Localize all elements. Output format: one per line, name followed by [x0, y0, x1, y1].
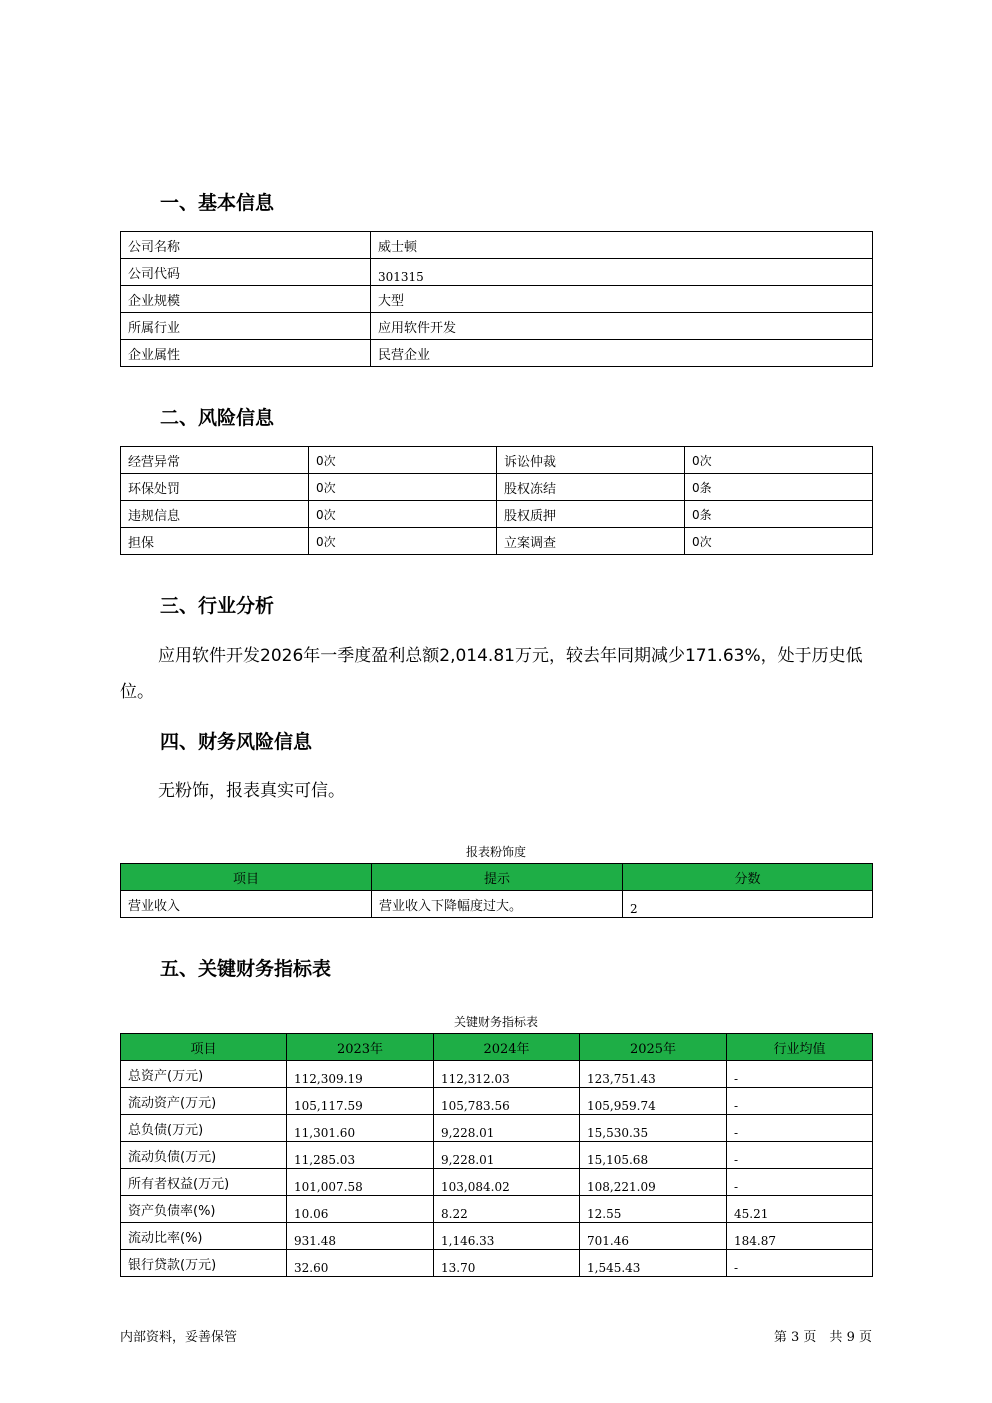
section-title-financial-risk: 四、财务风险信息: [160, 731, 313, 753]
page-mid: 页 共: [803, 1330, 843, 1345]
key-table-value: -: [727, 1169, 873, 1196]
basic-info-value: 应用软件开发: [371, 313, 873, 340]
key-table-value: 101,007.58: [287, 1169, 434, 1196]
risk-label: 违规信息: [121, 501, 309, 528]
section-title-risk-info: 二、风险信息: [160, 407, 275, 429]
key-table-header: 2024年: [434, 1034, 580, 1061]
key-table-header: 行业均值: [727, 1034, 873, 1061]
whitewash-header-tip: 提示: [372, 864, 623, 891]
table-row: [121, 447, 873, 474]
key-table-item: 流动比率(%): [121, 1223, 287, 1250]
table-row: [121, 259, 873, 286]
basic-info-value: 301315: [371, 259, 873, 286]
section-title-key-financials: 五、关键财务指标表: [160, 958, 332, 980]
risk-count: 0条: [685, 474, 873, 501]
table-row: [121, 232, 873, 259]
table-row: [121, 1169, 873, 1196]
key-table-value: -: [727, 1250, 873, 1277]
key-table-item: 流动资产(万元): [121, 1088, 287, 1115]
page-prefix: 第: [773, 1330, 787, 1345]
key-table-value: 105,117.59: [287, 1088, 434, 1115]
risk-label: 股权冻结: [497, 474, 685, 501]
table-row: [121, 1088, 873, 1115]
table-row: [121, 286, 873, 313]
key-table-item: 流动负债(万元): [121, 1142, 287, 1169]
key-table-value: -: [727, 1061, 873, 1088]
table-row: [121, 313, 873, 340]
risk-count: 0次: [309, 447, 497, 474]
table-row: [121, 1115, 873, 1142]
table-row: [121, 1223, 873, 1250]
key-table-header: 2023年: [287, 1034, 434, 1061]
key-table-value: 8.22: [434, 1196, 580, 1223]
whitewash-cell-tip: 营业收入下降幅度过大。: [372, 891, 623, 918]
whitewash-cell-item: 营业收入: [121, 891, 372, 918]
page-current: 3: [790, 1330, 800, 1345]
risk-count: 0次: [685, 528, 873, 555]
key-table-value: 13.70: [434, 1250, 580, 1277]
key-table-value: 103,084.02: [434, 1169, 580, 1196]
key-table-value: 12.55: [580, 1196, 727, 1223]
basic-info-value: 民营企业: [371, 340, 873, 367]
key-table-item: 所有者权益(万元): [121, 1169, 287, 1196]
key-table-value: 32.60: [287, 1250, 434, 1277]
section-title-basic-info: 一、基本信息: [160, 192, 275, 214]
key-table-item: 银行贷款(万元): [121, 1250, 287, 1277]
table-row: [121, 891, 873, 918]
key-table-item: 总资产(万元): [121, 1061, 287, 1088]
key-table-value: 701.46: [580, 1223, 727, 1250]
key-table-value: 931.48: [287, 1223, 434, 1250]
table-row: [121, 1250, 873, 1277]
table-row: [121, 501, 873, 528]
footer-note: 内部资料，妥善保管: [120, 1330, 238, 1345]
risk-count: 0次: [309, 474, 497, 501]
key-table-header: 2025年: [580, 1034, 727, 1061]
risk-label: 诉讼仲裁: [497, 447, 685, 474]
basic-info-label: 企业规模: [121, 286, 371, 313]
table-row: [121, 1061, 873, 1088]
risk-count: 0次: [309, 501, 497, 528]
key-financials-table: [120, 1033, 873, 1277]
basic-info-value: 威士顿: [371, 232, 873, 259]
table-row: [121, 1196, 873, 1223]
key-table-value: 108,221.09: [580, 1169, 727, 1196]
basic-info-label: 公司代码: [121, 259, 371, 286]
section-title-industry-analysis: 三、行业分析: [160, 595, 275, 617]
risk-label: 担保: [121, 528, 309, 555]
key-table-item: 总负债(万元): [121, 1115, 287, 1142]
page-number: [774, 1326, 872, 1345]
risk-count: 0次: [685, 447, 873, 474]
key-table-item: 资产负债率(%): [121, 1196, 287, 1223]
table-row: [121, 1142, 873, 1169]
key-table-value: 1,545.43: [580, 1250, 727, 1277]
risk-info-table: [120, 446, 873, 555]
key-table-value: 112,309.19: [287, 1061, 434, 1088]
table-row: [121, 528, 873, 555]
basic-info-label: 企业属性: [121, 340, 371, 367]
whitewash-table: [120, 863, 873, 918]
industry-analysis-text: 应用软件开发2026年一季度盈利总额2,014.81万元，较去年同期减少171.63%，处于历史低位。: [120, 646, 863, 702]
basic-info-table: [120, 231, 873, 367]
page-suffix: 页: [858, 1330, 872, 1345]
key-table-value: 11,301.60: [287, 1115, 434, 1142]
risk-count: 0次: [309, 528, 497, 555]
key-table-value: 105,783.56: [434, 1088, 580, 1115]
key-table-value: 45.21: [727, 1196, 873, 1223]
table-row: [121, 340, 873, 367]
table-row: [121, 474, 873, 501]
key-table-value: 11,285.03: [287, 1142, 434, 1169]
whitewash-table-caption: 报表粉饰度: [465, 845, 526, 859]
whitewash-header-item: 项目: [121, 864, 372, 891]
whitewash-header-score: 分数: [623, 864, 873, 891]
key-table-value: 15,105.68: [580, 1142, 727, 1169]
risk-label: 股权质押: [497, 501, 685, 528]
basic-info-label: 公司名称: [121, 232, 371, 259]
risk-label: 立案调查: [497, 528, 685, 555]
key-table-caption: 关键财务指标表: [453, 1015, 538, 1029]
key-table-value: 123,751.43: [580, 1061, 727, 1088]
basic-info-value: 大型: [371, 286, 873, 313]
key-table-value: 112,312.03: [434, 1061, 580, 1088]
key-table-value: 10.06: [287, 1196, 434, 1223]
key-table-value: -: [727, 1088, 873, 1115]
key-table-value: -: [727, 1142, 873, 1169]
financial-risk-text: 无粉饰，报表真实可信。: [158, 781, 345, 801]
key-table-value: -: [727, 1115, 873, 1142]
risk-count: 0条: [685, 501, 873, 528]
key-table-value: 15,530.35: [580, 1115, 727, 1142]
risk-label: 经营异常: [121, 447, 309, 474]
key-table-value: 184.87: [727, 1223, 873, 1250]
key-table-value: 105,959.74: [580, 1088, 727, 1115]
risk-label: 环保处罚: [121, 474, 309, 501]
page-total: 9: [846, 1330, 855, 1345]
key-table-value: 9,228.01: [434, 1115, 580, 1142]
basic-info-label: 所属行业: [121, 313, 371, 340]
key-table-header: 项目: [121, 1034, 287, 1061]
key-table-value: 9,228.01: [434, 1142, 580, 1169]
key-table-value: 1,146.33: [434, 1223, 580, 1250]
whitewash-cell-score: 2: [623, 891, 873, 918]
